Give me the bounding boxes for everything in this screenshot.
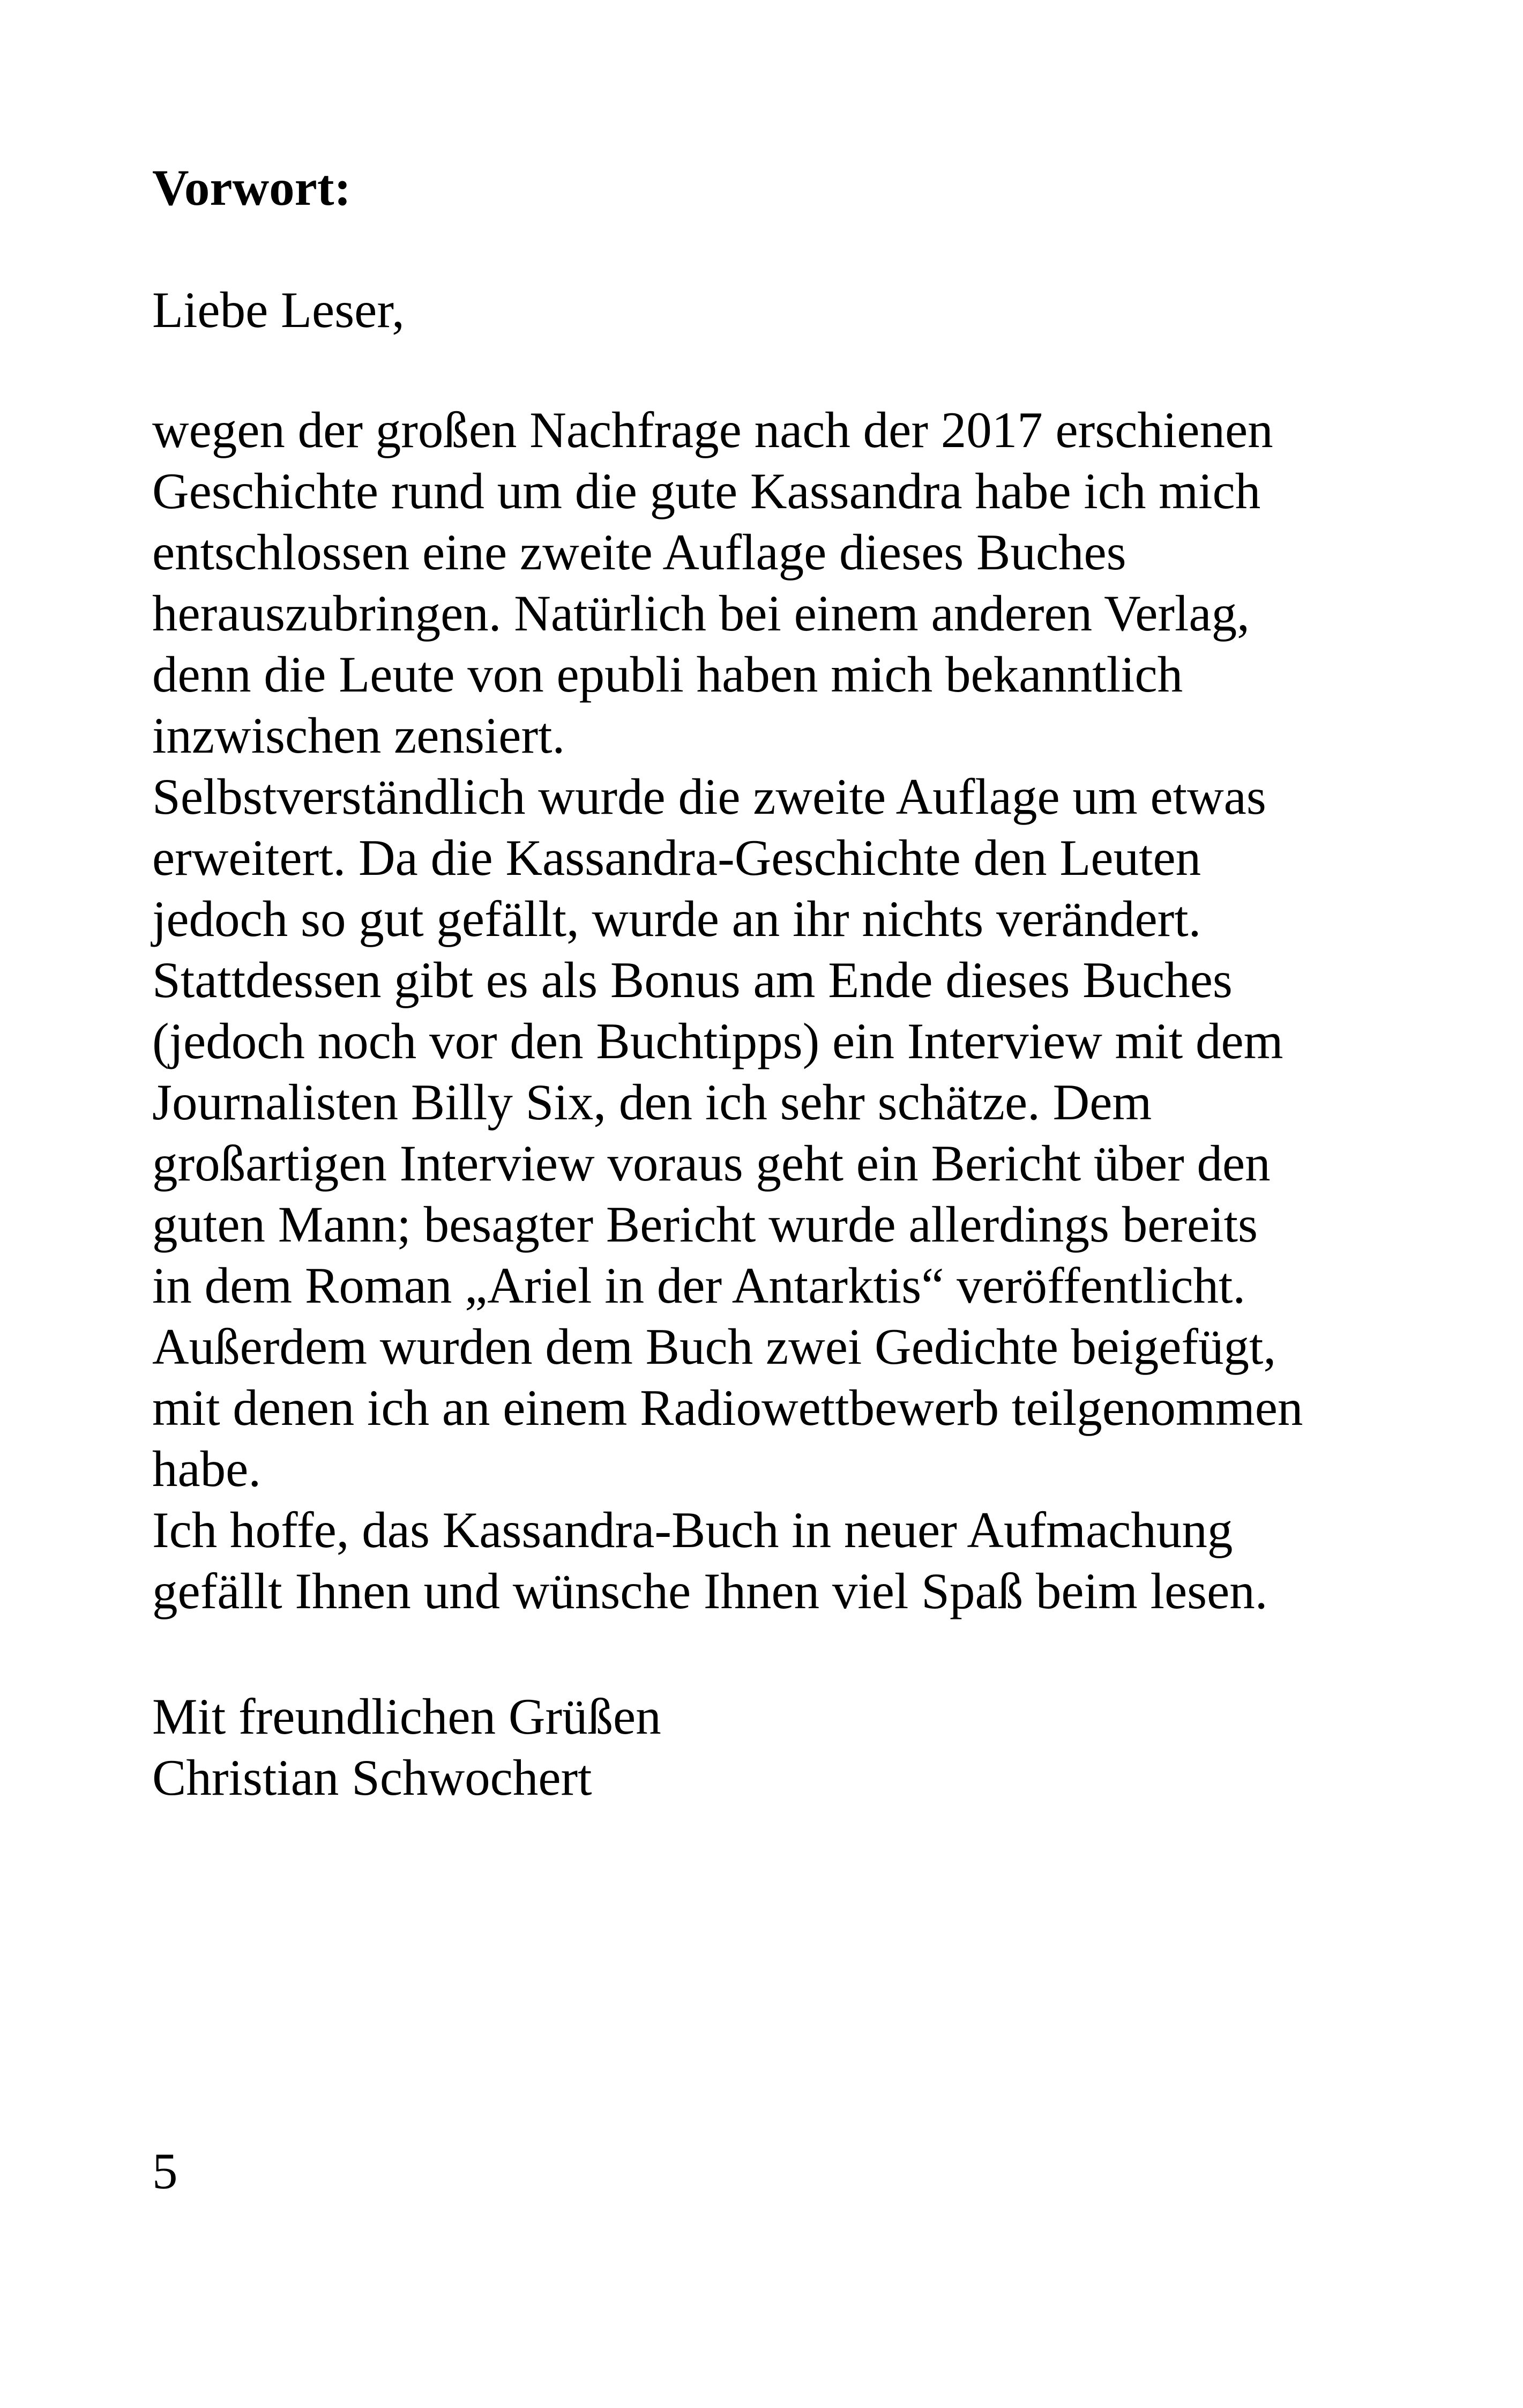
page-heading: Vorwort: <box>152 159 352 216</box>
page-number: 5 <box>152 2143 178 2199</box>
closing-block <box>152 1686 661 1808</box>
body-line: Geschichte rund um die gute Kassandra habe ich mich <box>152 463 1261 519</box>
body-line: Selbstverständlich wurde die zweite Auflage um etwas <box>152 768 1266 825</box>
body-line: guten Mann; besagter Bericht wurde allerdings bereits <box>152 1196 1258 1253</box>
body-text <box>152 399 1303 1622</box>
body-line: erweitert. Da die Kassandra-Geschichte den Leuten <box>152 829 1201 886</box>
closing-salutation: Mit freundlichen Grüßen <box>152 1688 661 1745</box>
body-line: in dem Roman „Ariel in der Antarktis“ veröffentlicht. <box>152 1257 1246 1314</box>
body-line: Journalisten Billy Six, den ich sehr schätze. Dem <box>152 1074 1152 1131</box>
body-line: gefällt Ihnen und wünsche Ihnen viel Spaß beim lesen. <box>152 1563 1268 1619</box>
body-line: herauszubringen. Natürlich bei einem anderen Verlag, <box>152 585 1250 642</box>
body-line: denn die Leute von epubli haben mich bekanntlich <box>152 646 1183 703</box>
body-line: (jedoch noch vor den Buchtipps) ein Interview mit dem <box>152 1013 1283 1069</box>
body-line: Ich hoffe, das Kassandra-Buch in neuer Aufmachung <box>152 1502 1233 1558</box>
body-line: habe. <box>152 1440 262 1497</box>
body-line: Außerdem wurden dem Buch zwei Gedichte beigefügt, <box>152 1318 1276 1375</box>
body-line: mit denen ich an einem Radiowettbewerb teilgenommen <box>152 1379 1303 1436</box>
body-line: großartigen Interview voraus geht ein Bericht über den <box>152 1135 1271 1192</box>
body-line: inzwischen zensiert. <box>152 707 565 764</box>
body-line: jedoch so gut gefällt, wurde an ihr nichts verändert. <box>152 890 1201 947</box>
body-line: wegen der großen Nachfrage nach der 2017 erschienen <box>152 402 1273 458</box>
body-line: entschlossen eine zweite Auflage dieses Buches <box>152 524 1126 581</box>
author-name: Christian Schwochert <box>152 1749 592 1806</box>
greeting-line: Liebe Leser, <box>152 281 405 338</box>
body-line: Stattdessen gibt es als Bonus am Ende dieses Buches <box>152 952 1233 1008</box>
